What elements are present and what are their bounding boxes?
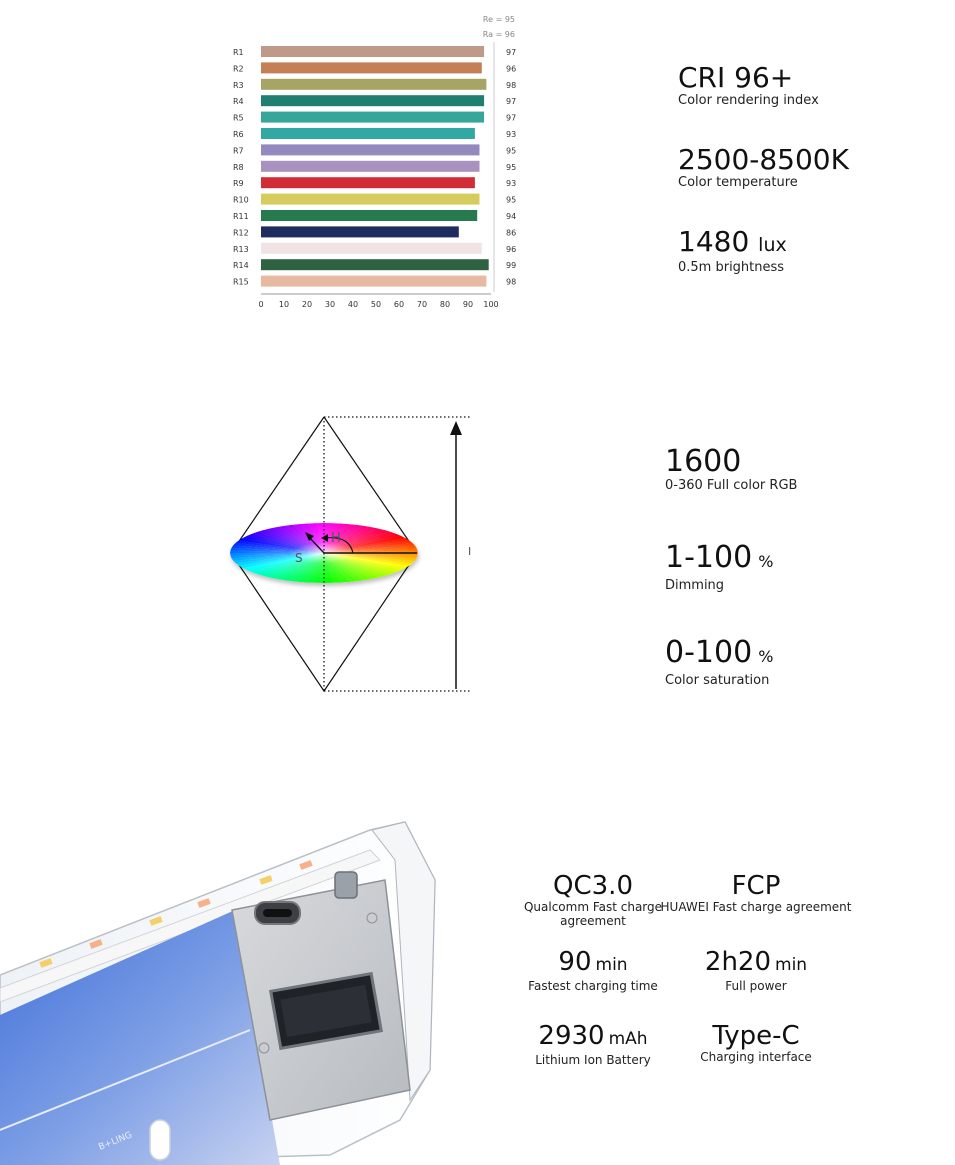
category-label: R5 [233, 113, 244, 123]
category-label: R2 [233, 64, 244, 74]
category-label: R8 [233, 162, 244, 172]
bar-value-label: 96 [506, 244, 517, 254]
spec-unit: mAh [608, 1029, 648, 1049]
x-tick-label: 40 [347, 300, 359, 309]
hsi-color-space-diagram [225, 405, 485, 705]
category-label: R6 [233, 130, 244, 139]
bar [261, 194, 480, 205]
spec-value: 2500-8500K [678, 143, 849, 176]
battery-spec-interface [656, 1022, 856, 1064]
bar [261, 112, 484, 123]
chart-annotation: Re = 95 [482, 15, 515, 24]
bar-value-label: 98 [506, 277, 517, 287]
light-device-illustration [0, 800, 460, 1165]
bar [261, 62, 482, 73]
spec-label: 0.5m brightness [678, 260, 785, 275]
spec-label: Lithium Ion Battery [535, 1053, 651, 1067]
battery-spec-full-power [656, 948, 856, 993]
bar [261, 259, 489, 270]
x-tick-label: 10 [278, 300, 290, 309]
bar-value-label: 94 [506, 212, 517, 221]
spec-rgb [665, 446, 797, 494]
spec-label: Qualcomm Fast charge agreement [523, 900, 663, 928]
hue-label: H [331, 531, 341, 546]
spec-saturation [665, 637, 773, 689]
bar [261, 46, 484, 57]
bar [261, 161, 480, 172]
bar-value-label: 95 [506, 162, 517, 172]
spec-value: 1600 [665, 444, 742, 479]
spec-value: 0-100 % [665, 635, 774, 670]
spec-label: Color rendering index [678, 93, 819, 108]
spec-unit: % [758, 552, 774, 571]
spec-value: 2h20 min [704, 947, 808, 977]
x-tick-label: 80 [439, 300, 451, 309]
category-label: R9 [233, 179, 244, 189]
bar-value-label: 97 [506, 48, 517, 57]
spec-value: FCP [731, 871, 781, 901]
bar-value-label: 95 [506, 195, 517, 205]
spec-dimming [665, 542, 773, 594]
bar [261, 243, 482, 254]
category-label: R13 [233, 244, 249, 254]
bar [261, 144, 480, 155]
x-tick-label: 30 [324, 300, 336, 309]
category-label: R12 [233, 228, 249, 238]
power-button-icon [335, 872, 357, 898]
intensity-arrow-icon [450, 421, 462, 435]
spec-value: 1480 lux [678, 225, 787, 258]
chart-annotation: Ra = 96 [482, 30, 515, 39]
x-tick-label: 20 [301, 300, 313, 309]
spec-unit: min [595, 955, 628, 975]
spec-label: 0-360 Full color RGB [665, 478, 798, 493]
bar-value-label: 97 [506, 113, 517, 123]
spec-value: 2930 mAh [538, 1021, 648, 1051]
battery-spec-fcp [656, 872, 856, 914]
spec-value: CRI 96+ [678, 61, 794, 94]
spec-cri [678, 63, 819, 109]
spec-label: HUAWEI Fast charge agreement [660, 900, 852, 914]
category-label: R15 [233, 277, 249, 287]
spec-brightness [678, 227, 787, 276]
saturation-label: S [295, 551, 303, 565]
category-label: R7 [233, 146, 244, 156]
spec-color-temperature [678, 145, 849, 191]
category-label: R1 [233, 48, 244, 57]
bar [261, 276, 486, 287]
x-tick-label: 0 [258, 300, 264, 309]
x-tick-label: 100 [483, 300, 499, 309]
spec-unit: % [758, 647, 774, 666]
bar-value-label: 98 [506, 80, 517, 90]
category-label: R4 [233, 97, 244, 107]
bar-value-label: 86 [506, 228, 517, 238]
intensity-label: I [468, 545, 472, 558]
bar-value-label: 99 [506, 261, 517, 271]
spec-label: Charging interface [700, 1050, 812, 1064]
x-tick-label: 70 [416, 300, 428, 309]
spec-label: Color saturation [665, 673, 770, 688]
bar [261, 210, 477, 221]
bar [261, 79, 486, 90]
x-tick-label: 90 [462, 300, 474, 309]
spec-label: Fastest charging time [528, 979, 658, 993]
x-tick-label: 50 [370, 300, 382, 309]
bar [261, 128, 475, 139]
spec-label: Color temperature [678, 175, 798, 190]
category-label: R3 [233, 80, 244, 90]
cri-bar-chart [228, 10, 528, 310]
bar [261, 226, 459, 237]
spec-value: 90 min [558, 947, 628, 977]
spec-value: Type-C [712, 1021, 800, 1051]
category-label: R14 [233, 261, 249, 271]
bar-value-label: 96 [506, 64, 517, 74]
spec-value: QC3.0 [553, 871, 633, 901]
bar-value-label: 95 [506, 146, 517, 156]
category-label: R11 [233, 212, 249, 221]
spec-value: 1-100 % [665, 540, 774, 575]
spec-label: Dimming [665, 578, 725, 593]
bar [261, 177, 475, 188]
brand-logo: B+LING [97, 1130, 134, 1153]
x-tick-label: 60 [393, 300, 405, 309]
spec-unit: lux [758, 234, 787, 256]
bar-value-label: 93 [506, 179, 517, 189]
bar-value-label: 93 [506, 130, 517, 139]
spec-unit: min [775, 955, 808, 975]
bar-value-label: 97 [506, 97, 517, 107]
spec-label: Full power [725, 979, 787, 993]
bar [261, 95, 484, 106]
category-label: R10 [233, 195, 249, 205]
